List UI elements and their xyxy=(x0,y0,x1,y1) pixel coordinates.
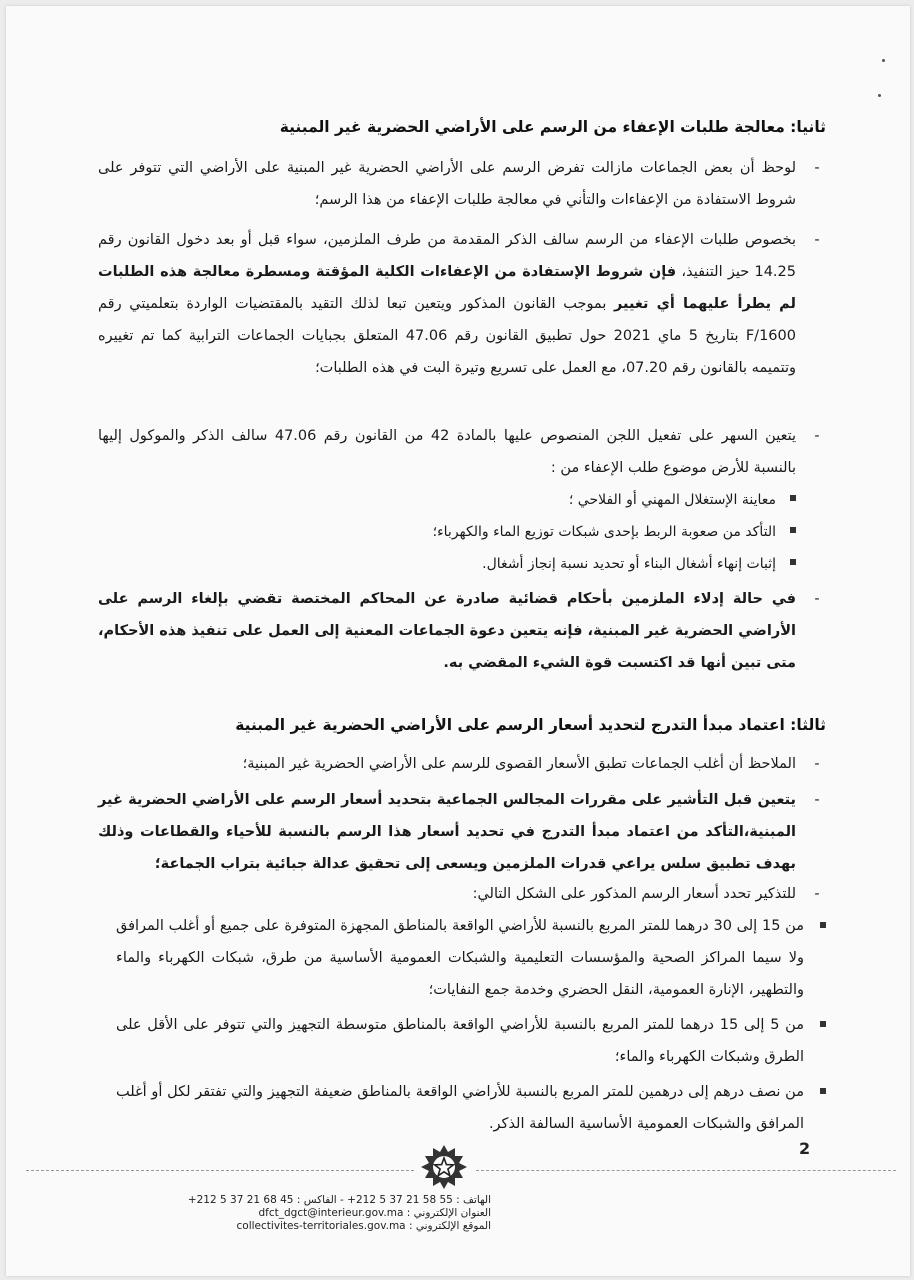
email-link[interactable]: dfct_dgct@interieur.gov.ma xyxy=(258,1207,404,1219)
square-bullet-icon xyxy=(820,1021,826,1027)
dash-bullet: - xyxy=(814,756,820,772)
square-bullet-icon xyxy=(820,1088,826,1094)
text-normal: بموجب القانون المذكور ويتعين تبعا لذلك التقيد بالمقتضيات الواردة بتعلميتي رقم F/1600 بتاريخ 5 ماي 2021 حول تطبيق القانون رقم 47.06 المتعلق بجبايات الجماعات الترابية كما تم تغييره وتتميمه بالقانون رقم 07.20، مع العمل على تسريع وتيرة البت في هذه الطلبات؛ xyxy=(98,296,796,376)
paragraph-item xyxy=(98,784,826,880)
website-link[interactable]: collectivites-territoriales.gov.ma xyxy=(236,1220,406,1232)
dash-bullet: - xyxy=(814,886,820,902)
square-bullet-icon xyxy=(790,559,796,565)
section-heading-2: ثانيا: معالجة طلبات الإعفاء من الرسم على الأراضي الحضرية غير المبنية xyxy=(279,118,826,136)
sub-list-item: معاينة الإستغلال المهني أو الفلاحي ؛ xyxy=(569,484,796,516)
paragraph-item xyxy=(98,152,826,216)
text-normal: بخصوص طلبات الإعفاء من الرسم سالف الذكر المقدمة من طرف الملزمين، سواء قبل أو بعد دخول القانون رقم 14.25 حيز التنفيذ، xyxy=(98,232,796,280)
paragraph-text: في حالة إدلاء الملزمين بأحكام قضائية صادرة عن المحاكم المختصة تقضي بإلغاء الرسم على الأراضي الحضرية غير المبنية، فإنه يتعين دعوة الجماعات المعنية إلى العمل على تنفيذ هذه الأحكام، متى تبين أنها قد اكتسبت قوة الشيء المقضي به. xyxy=(98,591,796,671)
paragraph-text: يتعين السهر على تفعيل اللجن المنصوص عليها بالمادة 42 من القانون رقم 47.06 سالف الذكر والموكول إليها بالنسبة للأرض موضوع طلب الإعفاء من : xyxy=(98,428,796,476)
square-bullet-icon xyxy=(790,495,796,501)
sub-list-item: إثبات إنهاء أشغال البناء أو تحديد نسبة إنجاز أشغال. xyxy=(482,548,796,580)
dash-bullet: - xyxy=(814,591,820,607)
paragraph-text: الملاحظ أن أغلب الجماعات تطبق الأسعار القصوى للرسم على الأراضي الحضرية غير المبنية؛ xyxy=(242,756,796,772)
scan-speck xyxy=(878,94,881,97)
footer-divider-right xyxy=(476,1170,896,1171)
footer-website: الموقع الإلكتروني : collectivites-territoriales.gov.ma xyxy=(236,1220,491,1232)
rate-tier-item: من 15 إلى 30 درهما للمتر المربع بالنسبة للأراضي الواقعة بالمناطق المجهزة المتوفرة على جميع أو أغلب المرافق ولا سيما المراكز الصحية والمؤسسات التعليمية والشبكات العمومية الأساسية من طرق، شبكات الكهرباء والماء والتطهير، الإنارة العمومية، النقل الحضري وخدمة جمع النفايات؛ xyxy=(116,910,826,1006)
text-emphasis: فإن شروط الإستفادة من الإعفاءات الكلية المؤقتة ومسطرة معالجة هذه الطلبات لم يطرأ عليهما أي تغيير xyxy=(98,264,796,312)
rate-tier-item: من 5 إلى 15 درهما للمتر المربع بالنسبة للأراضي الواقعة بالمناطق متوسطة التجهيز والتي تتوفر على الأقل على الطرق وشبكات الكهرباء والماء؛ xyxy=(116,1009,826,1073)
dash-bullet: - xyxy=(814,232,820,248)
page-number: 2 xyxy=(799,1139,811,1158)
square-bullet-icon xyxy=(790,527,796,533)
paragraph-text xyxy=(98,224,796,384)
dash-bullet: - xyxy=(814,792,820,808)
paragraph-item xyxy=(98,748,826,780)
paragraph-item xyxy=(98,878,826,910)
paragraph-item xyxy=(98,420,826,484)
ministry-emblem-star-icon xyxy=(419,1144,469,1190)
paragraph-item xyxy=(98,224,826,384)
dash-bullet: - xyxy=(814,160,820,176)
paragraph-text: للتذكير تحدد أسعار الرسم المذكور على الشكل التالي: xyxy=(472,886,796,902)
sub-list-item: التأكد من صعوبة الربط بإحدى شبكات توزيع الماء والكهرباء؛ xyxy=(433,516,796,548)
paragraph-item xyxy=(98,583,826,679)
footer-phone-fax: الهاتف : +212 5 37 21 58 55 - الفاكس : +212 5 37 21 68 45 xyxy=(187,1194,491,1206)
square-bullet-icon xyxy=(820,922,826,928)
scan-speck xyxy=(882,59,885,62)
paragraph-text: لوحظ أن بعض الجماعات مازالت تفرض الرسم على الأراضي الحضرية غير المبنية على الأراضي التي تتوفر على شروط الاستفادة من الإعفاءات والتأني في معالجة طلبات الإعفاء من هذا الرسم؛ xyxy=(98,160,796,208)
paragraph-text: يتعين قبل التأشير على مقررات المجالس الجماعية بتحديد أسعار الرسم على الأراضي الحضرية غير المبنية،التأكد من اعتماد مبدأ التدرج في تحديد أسعار هذا الرسم بالنسبة للأحياء والقطاعات وذلك بهدف تطبيق سلس يراعي قدرات الملزمين ويسعى إلى تحقيق عدالة جبائية بتراب الجماعة؛ xyxy=(98,792,796,872)
rate-tier-item: من نصف درهم إلى درهمين للمتر المربع بالنسبة للأراضي الواقعة بالمناطق ضعيفة التجهيز والتي تفتقر لكل أو أغلب المرافق والشبكات العمومية الأساسية السالفة الذكر. xyxy=(116,1076,826,1140)
section-heading-3: ثالثا: اعتماد مبدأ التدرج لتحديد أسعار الرسم على الأراضي الحضرية غير المبنية xyxy=(235,716,826,734)
footer-email: العنوان الإلكتروني : dfct_dgct@interieur.gov.ma xyxy=(258,1207,491,1219)
dash-bullet: - xyxy=(814,428,820,444)
footer-divider-left xyxy=(26,1170,414,1171)
document-page xyxy=(6,6,910,1276)
